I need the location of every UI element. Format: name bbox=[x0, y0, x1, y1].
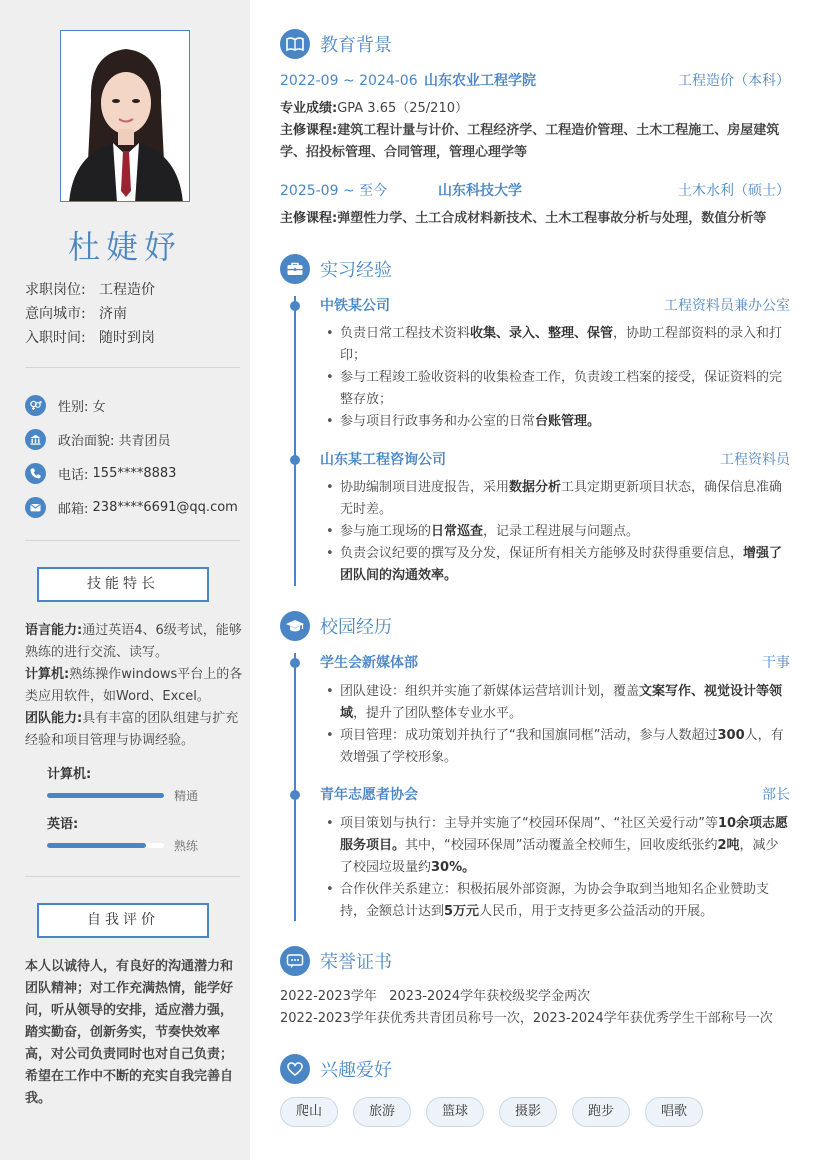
gender-value: 女 bbox=[92, 399, 106, 415]
edu-major: 土木水利（硕士） bbox=[678, 183, 790, 199]
edu-courses: 主修课程:弹塑性力学、土工合成材料新技术、土木工程事故分析与处理，数值分析等 bbox=[280, 211, 767, 226]
campus-bullets bbox=[326, 813, 790, 923]
divider bbox=[25, 876, 240, 877]
list-item: • 团队建设：组织并实施了新媒体运营培训计划，覆盖文案写作、视觉设计等领域，提升了团队整体专业水平。 bbox=[326, 681, 790, 725]
honor-line: 2022-2023学年 2023-2024学年获校级奖学金两次 bbox=[280, 989, 591, 1004]
honors-header bbox=[280, 945, 392, 977]
divider bbox=[25, 540, 240, 541]
campus-title: 校园经历 bbox=[320, 617, 392, 638]
skill-bar-fill bbox=[47, 843, 146, 848]
bank-icon bbox=[25, 429, 46, 450]
skill-bar-fill bbox=[47, 793, 164, 798]
company-name: 山东某工程咨询公司 bbox=[320, 452, 446, 468]
campus-role: 部长 bbox=[762, 787, 790, 803]
list-item: • 合作伙伴关系建立：积极拓展外部资源，为协会争取到当地知名企业赞助支持，金额总计达到5万元人民币，用于支持更多公益活动的开展。 bbox=[326, 879, 790, 923]
phone-value: 155****8883 bbox=[92, 465, 177, 481]
timeline-line bbox=[294, 296, 296, 586]
edu-courses: 主修课程:建筑工程计量与计价、工程经济学、工程造价管理、土木工程施工、房屋建筑学、招投标管理、合同管理，管理心理学等 bbox=[280, 123, 780, 160]
timeline-dot bbox=[290, 301, 300, 311]
graduation-cap-icon bbox=[280, 611, 310, 641]
skill-item: 团队能力:具有丰富的团队组建与扩充经验和项目管理与协调经验。 bbox=[25, 711, 239, 748]
politics-value: 共青团员 bbox=[118, 433, 171, 449]
city-value: 济南 bbox=[99, 306, 127, 322]
list-item: • 项目管理：成功策划并执行了“我和国旗同框”活动，参与人数超过300人，有效增强了学校形象。 bbox=[326, 725, 790, 769]
city-label: 意向城市: bbox=[25, 306, 86, 322]
chat-bubble-icon bbox=[280, 946, 310, 976]
edu-row bbox=[280, 180, 790, 202]
list-item: • 协助编制项目进度报告，采用数据分析工具定期更新项目状态，确保信息准确无时差。 bbox=[326, 477, 790, 521]
sidebar bbox=[0, 0, 250, 1160]
hobby-tag: 爬山 bbox=[280, 1097, 338, 1127]
timeline-dot bbox=[290, 455, 300, 465]
phone-icon bbox=[25, 463, 46, 484]
phone-label: 电话: bbox=[58, 467, 89, 483]
bar-level: 熟练 bbox=[174, 838, 199, 853]
org-name: 青年志愿者协会 bbox=[320, 787, 418, 803]
job-value: 工程造价 bbox=[99, 282, 155, 298]
edu-school: 山东农业工程学院 bbox=[424, 73, 536, 89]
timeline-line bbox=[294, 653, 296, 921]
timeline-dot bbox=[290, 658, 300, 668]
edu-score: 专业成绩:GPA 3.65（25/210） bbox=[280, 101, 468, 116]
intern-bullets bbox=[326, 323, 790, 433]
gender-label: 性别: bbox=[58, 399, 89, 415]
skill-item: 语言能力:通过英语4、6级考试，能够熟练的进行交流、读写。 bbox=[25, 623, 242, 660]
start-label: 入职时间: bbox=[25, 330, 86, 346]
intern-head bbox=[320, 449, 790, 471]
bar-label: 英语: bbox=[47, 817, 79, 832]
skill-item: 计算机:熟练操作windows平台上的各类应用软件，如Word、Excel。 bbox=[25, 667, 243, 704]
list-item: • 负责会议纪要的撰写及分发，保证所有相关方能够及时获得重要信息，增强了团队间的沟通效率。 bbox=[326, 543, 790, 587]
hobby-tag: 跑步 bbox=[572, 1097, 630, 1127]
campus-header bbox=[280, 610, 392, 642]
profile-photo bbox=[60, 30, 190, 202]
list-item: • 参与施工现场的日常巡查，记录工程进展与问题点。 bbox=[326, 521, 790, 543]
list-item: • 参与项目行政事务和办公室的日常台账管理。 bbox=[326, 411, 790, 433]
heart-icon bbox=[280, 1054, 310, 1084]
internship-header bbox=[280, 253, 392, 285]
honors-title: 荣誉证书 bbox=[320, 952, 392, 973]
book-icon bbox=[280, 29, 310, 59]
contact-info bbox=[25, 388, 238, 524]
email-label: 邮箱: bbox=[58, 501, 89, 517]
candidate-name: 杜婕妤 bbox=[67, 228, 182, 266]
intern-role: 工程资料员兼办公室 bbox=[664, 298, 790, 314]
briefcase-icon bbox=[280, 254, 310, 284]
job-label: 求职岗位: bbox=[25, 282, 86, 298]
edu-school: 山东科技大学 bbox=[438, 183, 522, 199]
campus-bullets bbox=[326, 681, 790, 769]
list-item: • 项目策划与执行：主导并实施了“校园环保周”、“社区关爱行动”等10余项志愿服务项目。其中，“校园环保周”活动覆盖全校师生，回收废纸张约2吨，减少了校园垃圾量约30%。 bbox=[326, 813, 790, 879]
skill-bar-track bbox=[47, 843, 164, 848]
company-name: 中铁某公司 bbox=[320, 298, 390, 314]
intern-role: 工程资料员 bbox=[720, 452, 790, 468]
edu-date: 2022-09 ~ 2024-06 bbox=[280, 73, 418, 89]
hobby-tags bbox=[280, 1097, 718, 1127]
skill-bars bbox=[47, 764, 237, 864]
start-value: 随时到岗 bbox=[99, 330, 155, 346]
intern-bullets bbox=[326, 477, 790, 587]
org-name: 学生会新媒体部 bbox=[320, 655, 418, 671]
edu-row bbox=[280, 70, 790, 92]
skills-list bbox=[25, 620, 243, 752]
bar-label: 计算机: bbox=[47, 767, 92, 782]
divider bbox=[25, 367, 240, 368]
skills-title: 技能特长 bbox=[37, 567, 209, 602]
education-header bbox=[280, 28, 392, 60]
self-eval-title: 自我评价 bbox=[37, 903, 209, 938]
politics-label: 政治面貌: bbox=[58, 433, 115, 449]
bar-level: 精通 bbox=[174, 788, 199, 803]
hobby-tag: 摄影 bbox=[499, 1097, 557, 1127]
edu-major: 工程造价（本科） bbox=[678, 73, 790, 89]
internship-title: 实习经验 bbox=[320, 260, 392, 281]
hobby-tag: 唱歌 bbox=[645, 1097, 703, 1127]
basic-info bbox=[25, 278, 155, 350]
campus-head bbox=[320, 784, 790, 806]
list-item: • 参与工程竣工验收资料的收集检查工作，负责竣工档案的接受，保证资料的完整存放； bbox=[326, 367, 790, 411]
email-value: 238****6691@qq.com bbox=[92, 499, 238, 515]
hobbies-header bbox=[280, 1053, 392, 1085]
timeline-dot bbox=[290, 790, 300, 800]
edu-date: 2025-09 ~ 至今 bbox=[280, 183, 388, 199]
self-eval-text: 本人以诚待人，有良好的沟通潜力和团队精神；对工作充满热情，能学好问，听从领导的安排，适应潜力强，踏实勤奋，创新务实，节奏快效率高，对公司负责同时也对自己负责；希望在工作中不断的充实自我完善自我。 bbox=[25, 959, 234, 1106]
hobby-tag: 篮球 bbox=[426, 1097, 484, 1127]
honor-line: 2022-2023学年获优秀共青团员称号一次，2023-2024学年获优秀学生干部称号一次 bbox=[280, 1011, 773, 1026]
list-item: • 负责日常工程技术资料收集、录入、整理、保管，协助工程部资料的录入和打印； bbox=[326, 323, 790, 367]
hobby-tag: 旅游 bbox=[353, 1097, 411, 1127]
mail-icon bbox=[25, 497, 46, 518]
gender-icon bbox=[25, 395, 46, 416]
hobbies-title: 兴趣爱好 bbox=[320, 1060, 392, 1081]
skill-bar-track bbox=[47, 793, 164, 798]
education-title: 教育背景 bbox=[320, 35, 392, 56]
intern-head bbox=[320, 295, 790, 317]
campus-role: 干事 bbox=[762, 655, 790, 671]
campus-head bbox=[320, 652, 790, 674]
